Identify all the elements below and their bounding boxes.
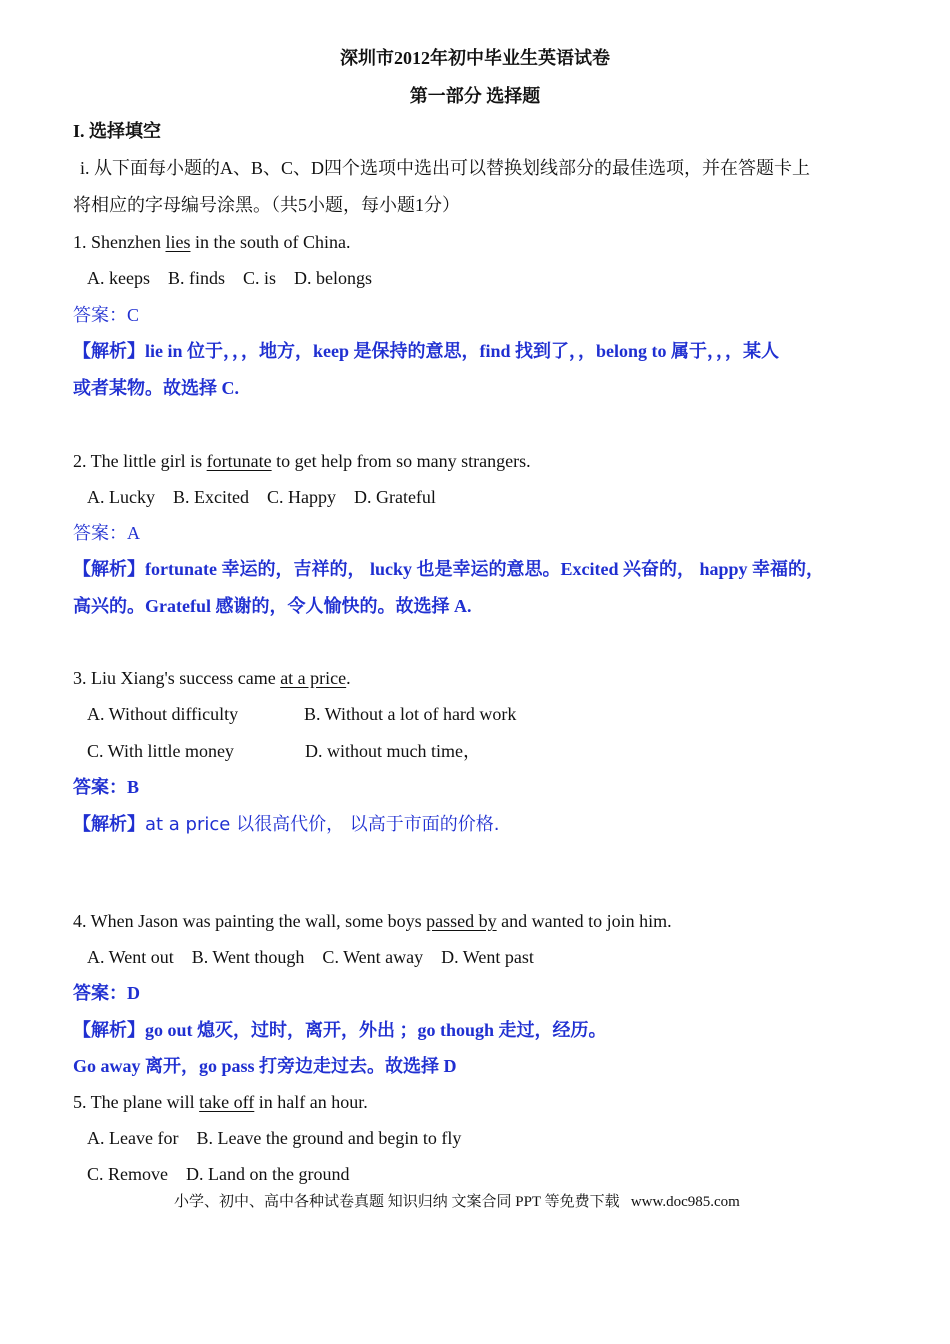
question-4-answer: 答案：D bbox=[73, 983, 140, 1003]
question-5-options-row-1: A. Leave for B. Leave the ground and begin to fly bbox=[87, 1128, 462, 1148]
question-2-underlined: fortunate bbox=[206, 451, 272, 471]
question-3-answer: 答案：B bbox=[73, 777, 140, 797]
question-3-option-a: A. Without difficulty bbox=[87, 704, 239, 724]
question-1-options: A. keeps B. finds C. is D. belongs bbox=[87, 268, 372, 288]
question-3-explanation-lead: 【解析】 bbox=[73, 814, 145, 834]
question-2-answer: 答案：A bbox=[73, 523, 140, 543]
question-3-explanation-body: at a price 以很高代价， 以高于市面的价格. bbox=[145, 814, 500, 835]
question-3-post: . bbox=[346, 668, 351, 688]
question-4-explanation-line-1: 【解析】go out 熄灭，过时，离开，外出 ；go though 走过，经历。 bbox=[73, 1020, 607, 1040]
question-5-stem bbox=[73, 1090, 368, 1114]
question-2-explanation-line-1: 【解析】fortunate 幸运的，吉祥的， lucky 也是幸运的意思。Excited 兴奋的， happy 幸福的， bbox=[73, 559, 825, 579]
question-2-options: A. Lucky B. Excited C. Happy D. Grateful bbox=[87, 487, 436, 507]
question-4-options: A. Went out B. Went though C. Went away D. Went past bbox=[87, 947, 534, 967]
question-2-pre: 2. The little girl is bbox=[73, 451, 207, 471]
question-5-post: in half an hour. bbox=[254, 1092, 368, 1112]
question-4-pre: 4. When Jason was painting the wall, some boys bbox=[73, 911, 427, 931]
question-3-option-c: C. With little money bbox=[87, 741, 234, 761]
question-4-post: and wanted to join him. bbox=[496, 911, 672, 931]
question-3-explanation bbox=[73, 812, 500, 837]
question-3-stem bbox=[73, 666, 351, 690]
question-1-underlined: lies bbox=[165, 232, 191, 252]
instructions-line-2: 将相应的字母编号涂黑。（共5小题，每小题1分） bbox=[73, 195, 460, 215]
instructions-line-1: i. 从下面每小题的A、B、C、D四个选项中选出可以替换划线部分的最佳选项，并在答题卡上 bbox=[80, 158, 811, 178]
question-3-option-d: D. without much time， bbox=[305, 741, 481, 761]
question-3-option-b: B. Without a lot of hard work bbox=[304, 704, 517, 724]
question-5-underlined: take off bbox=[199, 1092, 255, 1112]
page-title: 深圳市2012年初中毕业生英语试卷 bbox=[340, 48, 610, 68]
question-4-underlined: passed by bbox=[426, 911, 497, 931]
question-3-underlined: at a price bbox=[280, 668, 347, 688]
question-1-stem bbox=[73, 230, 350, 254]
question-4-explanation-line-2: Go away 离开，go pass 打旁边走过去。故选择 D bbox=[73, 1056, 457, 1076]
question-1-post: in the south of China. bbox=[190, 232, 351, 252]
section-heading: I. 选择填空 bbox=[73, 121, 162, 141]
question-2-explanation-line-2: 高兴的。Grateful 感谢的，令人愉快的。故选择 A. bbox=[73, 596, 472, 616]
question-5-options-row-2: C. Remove D. Land on the ground bbox=[87, 1164, 350, 1184]
question-1-pre: 1. Shenzhen bbox=[73, 232, 166, 252]
question-3-pre: 3. Liu Xiang's success came bbox=[73, 668, 281, 688]
question-1-explanation-line-2: 或者某物。故选择 C. bbox=[73, 378, 239, 398]
question-2-stem bbox=[73, 449, 531, 473]
question-5-pre: 5. The plane will bbox=[73, 1092, 200, 1112]
question-1-answer: 答案：C bbox=[73, 305, 140, 325]
question-2-post: to get help from so many strangers. bbox=[271, 451, 531, 471]
page-footer: 小学、初中、高中各种试卷真题 知识归纳 文案合同 PPT 等免费下载 www.doc985.com bbox=[174, 1194, 740, 1210]
question-1-explanation-line-1: 【解析】lie in 位于，，，地方，keep 是保持的意思，find 找到了，，belong to 属于，，，某人 bbox=[73, 341, 780, 361]
part-title: 第一部分 选择题 bbox=[409, 86, 541, 106]
question-4-stem bbox=[73, 909, 672, 933]
